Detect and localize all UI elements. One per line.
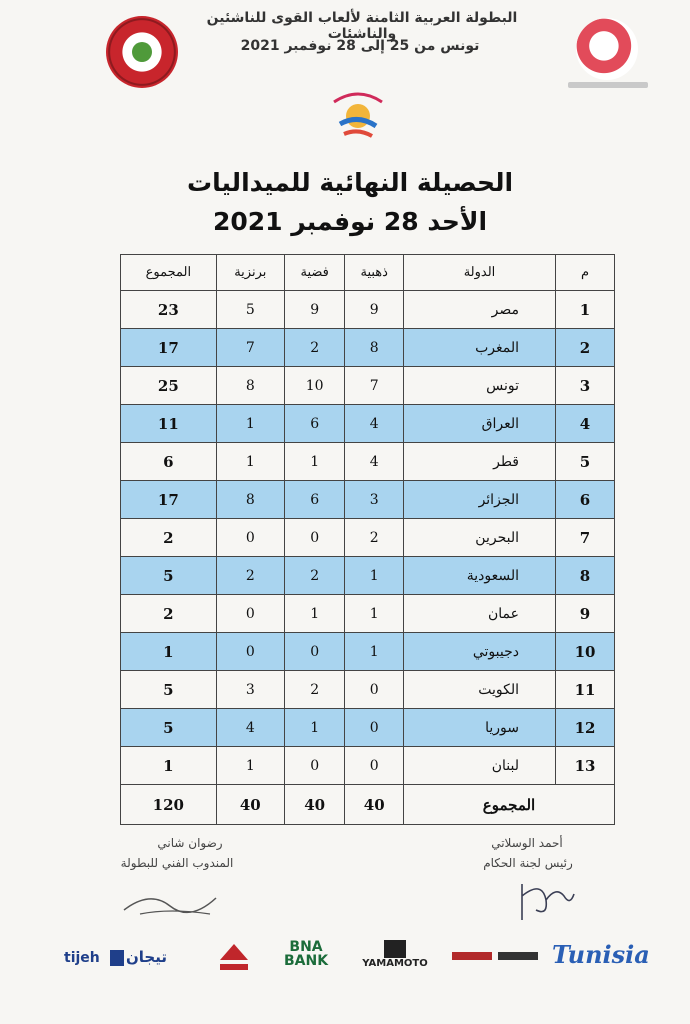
header-bronze: برنزية [216, 255, 284, 291]
row-rank: 5 [556, 443, 615, 481]
sponsor-red-logo [214, 938, 254, 976]
table-row [121, 291, 615, 329]
row-total: 2 [121, 519, 217, 557]
row-gold: 3 [345, 481, 404, 519]
row-gold: 1 [345, 633, 404, 671]
row-bronze: 1 [216, 405, 284, 443]
row-total: 11 [121, 405, 217, 443]
row-bronze: 1 [216, 443, 284, 481]
row-country: مصر [404, 291, 556, 329]
sponsor-dark-banner [498, 952, 538, 960]
row-rank: 2 [556, 329, 615, 367]
row-silver: 1 [284, 595, 344, 633]
sponsor-tijeh: tijeh [64, 950, 100, 966]
row-country: المغرب [404, 329, 556, 367]
row-silver: 6 [284, 405, 344, 443]
total-silver: 40 [284, 785, 344, 825]
row-country: العراق [404, 405, 556, 443]
row-total: 1 [121, 747, 217, 785]
header-silver: فضية [284, 255, 344, 291]
row-rank: 11 [556, 671, 615, 709]
header-gold: ذهبية [345, 255, 404, 291]
row-silver: 0 [284, 519, 344, 557]
table-row [121, 443, 615, 481]
championship-name: البطولة العربية الثامنة لألعاب القوى للناشئين والناشئات [206, 10, 518, 42]
table-header-row [121, 255, 615, 291]
table-row [121, 367, 615, 405]
total-all: 120 [121, 785, 217, 825]
row-total: 5 [121, 557, 217, 595]
row-silver: 1 [284, 443, 344, 481]
sponsor-bna-line2: BANK [284, 953, 329, 969]
row-gold: 1 [345, 557, 404, 595]
sponsor-tunisia: Tunisia [552, 940, 650, 969]
row-gold: 2 [345, 519, 404, 557]
table-row [121, 405, 615, 443]
table-row [121, 519, 615, 557]
right-signatory-name: أحمد الوسلاتي [491, 836, 563, 850]
row-total: 5 [121, 709, 217, 747]
left-signatory-role: المندوب الفني للبطولة [120, 856, 234, 870]
organizer-logo-caption [568, 82, 648, 88]
table-row [121, 595, 615, 633]
table-row [121, 557, 615, 595]
row-total: 5 [121, 671, 217, 709]
yamamoto-icon [384, 940, 406, 958]
row-gold: 7 [345, 367, 404, 405]
sponsor-bna-line1: BNA [289, 939, 323, 955]
row-total: 2 [121, 595, 217, 633]
header-country: الدولة [404, 255, 556, 291]
row-bronze: 1 [216, 747, 284, 785]
row-country: تونس [404, 367, 556, 405]
table-row [121, 747, 615, 785]
row-country: سوريا [404, 709, 556, 747]
header-total: المجموع [121, 255, 217, 291]
championship-logo [326, 84, 390, 144]
row-rank: 6 [556, 481, 615, 519]
row-country: قطر [404, 443, 556, 481]
row-country: البحرين [404, 519, 556, 557]
sponsor-red-banner [452, 952, 492, 960]
row-bronze: 5 [216, 291, 284, 329]
row-rank: 10 [556, 633, 615, 671]
table-row [121, 709, 615, 747]
row-silver: 2 [284, 329, 344, 367]
row-bronze: 7 [216, 329, 284, 367]
total-gold: 40 [345, 785, 404, 825]
row-silver: 10 [284, 367, 344, 405]
table-total-row [121, 785, 615, 825]
row-gold: 0 [345, 709, 404, 747]
right-signatory-role: رئيس لجنة الحكام [483, 856, 573, 870]
row-rank: 13 [556, 747, 615, 785]
row-bronze: 4 [216, 709, 284, 747]
table-row [121, 481, 615, 519]
table-row [121, 671, 615, 709]
row-rank: 9 [556, 595, 615, 633]
row-rank: 3 [556, 367, 615, 405]
right-signature [512, 876, 582, 926]
row-bronze: 0 [216, 595, 284, 633]
row-silver: 0 [284, 747, 344, 785]
sponsor-yamamoto [360, 940, 430, 969]
total-bronze: 40 [216, 785, 284, 825]
row-bronze: 3 [216, 671, 284, 709]
sponsor-bar [40, 934, 670, 984]
header-rank: م [556, 255, 615, 291]
sponsor-bna [284, 940, 328, 968]
row-bronze: 0 [216, 519, 284, 557]
left-signatory-name: رضوان شاني [157, 836, 223, 850]
row-gold: 0 [345, 671, 404, 709]
row-rank: 4 [556, 405, 615, 443]
row-rank: 12 [556, 709, 615, 747]
table-row [121, 329, 615, 367]
document-title: الحصيلة النهائية للميداليات [186, 168, 514, 197]
row-gold: 4 [345, 443, 404, 481]
table-row [121, 633, 615, 671]
row-total: 6 [121, 443, 217, 481]
organizer-logo-right [576, 18, 638, 80]
row-bronze: 2 [216, 557, 284, 595]
row-bronze: 8 [216, 481, 284, 519]
row-country: عمان [404, 595, 556, 633]
row-total: 23 [121, 291, 217, 329]
row-total: 17 [121, 481, 217, 519]
row-silver: 2 [284, 671, 344, 709]
sponsor-tijeh-arabic: تيجان [126, 948, 168, 966]
medal-table [120, 254, 615, 825]
row-bronze: 0 [216, 633, 284, 671]
document-date: الأحد 28 نوفمبر 2021 [212, 207, 488, 236]
row-silver: 1 [284, 709, 344, 747]
row-gold: 1 [345, 595, 404, 633]
row-country: السعودية [404, 557, 556, 595]
row-gold: 9 [345, 291, 404, 329]
row-gold: 8 [345, 329, 404, 367]
row-silver: 0 [284, 633, 344, 671]
row-total: 17 [121, 329, 217, 367]
left-signature [120, 880, 230, 920]
row-total: 25 [121, 367, 217, 405]
row-rank: 7 [556, 519, 615, 557]
federation-logo-left [106, 16, 178, 88]
row-country: دجيبوتي [404, 633, 556, 671]
row-country: الكويت [404, 671, 556, 709]
sponsor-tijeh-mark [110, 950, 124, 966]
row-gold: 0 [345, 747, 404, 785]
row-silver: 9 [284, 291, 344, 329]
row-country: لبنان [404, 747, 556, 785]
row-rank: 8 [556, 557, 615, 595]
row-bronze: 8 [216, 367, 284, 405]
row-rank: 1 [556, 291, 615, 329]
row-total: 1 [121, 633, 217, 671]
federation-emblem [132, 42, 152, 62]
row-country: الجزائر [404, 481, 556, 519]
row-gold: 4 [345, 405, 404, 443]
row-silver: 2 [284, 557, 344, 595]
championship-dates: تونس من 25 إلى 28 نوفمبر 2021 [240, 38, 480, 54]
total-label: المجموع [404, 785, 615, 825]
row-silver: 6 [284, 481, 344, 519]
sponsor-yamamoto-label: YAMAMOTO [362, 958, 428, 969]
